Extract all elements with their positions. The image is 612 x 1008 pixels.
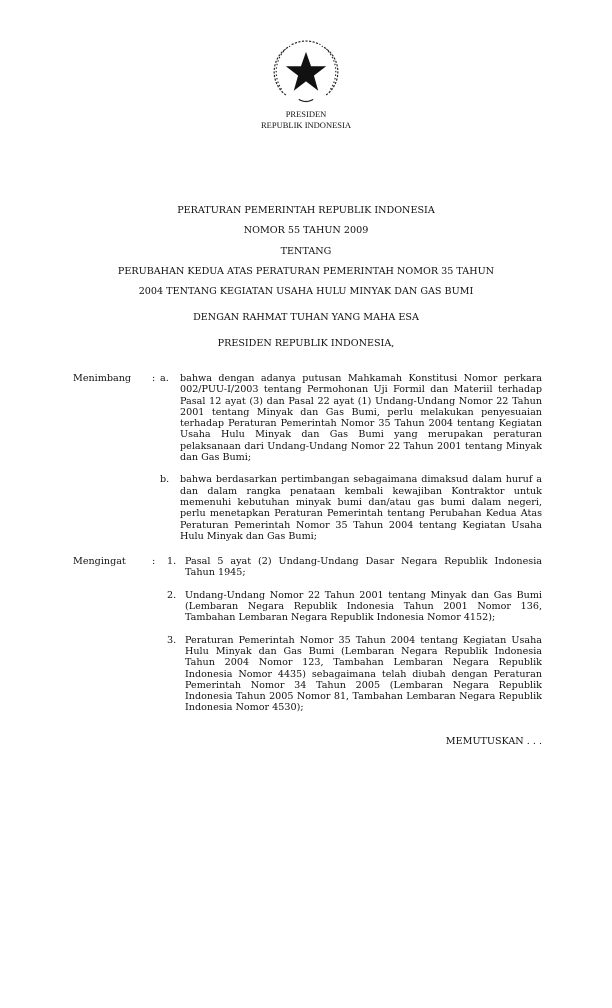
regulation-subject-1: PERUBAHAN KEDUA ATAS PERATURAN PEMERINTAH NOMOR 35 TAHUN — [117, 266, 495, 277]
item-text: Peraturan Pemerintah Nomor 35 Tahun 2004 tentang Kegiatan Usaha Hulu Minyak dan Gas Bumi (Lembaran Negara Republik Indonesia Tahun 2004 Nomor 123, Tambahan Lembaran Negara Republik Indonesia Nomor 4435) sebagaimana telah diubah dengan Peraturan Pemerintah Nomor 34 Tahun 2005 (Lembaran Negara Republik Indonesia Tahun 2005 Nomor 81, Tambahan Lembaran Negara Republik Indonesia Nomor 4530); — [185, 634, 542, 714]
invocation: DENGAN RAHMAT TUHAN YANG MAHA ESA — [193, 312, 419, 323]
item-text: Undang-Undang Nomor 22 Tahun 2001 tentang Minyak dan Gas Bumi (Lembaran Negara Republik Indonesia Tahun 2001 Nomor 136, Tambahan Lembaran Negara Republik Indonesia Nomor 4152); — [185, 589, 542, 624]
seal-subtitle: REPUBLIK INDONESIA — [261, 120, 351, 130]
regulation-title: PERATURAN PEMERINTAH REPUBLIK INDONESIA — [177, 205, 435, 216]
regulation-subject-2: 2004 TENTANG KEGIATAN USAHA HULU MINYAK DAN GAS BUMI — [138, 286, 474, 297]
section-label: Mengingat — [73, 556, 126, 568]
item-marker: 2. — [167, 589, 177, 601]
section-label: Menimbang — [73, 373, 132, 384]
item-marker: 1. — [167, 556, 177, 568]
list-item — [73, 373, 543, 463]
item-text: Pasal 5 ayat (2) Undang-Undang Dasar Negara Republik Indonesia Tahun 1945; — [185, 556, 542, 579]
regulation-number: NOMOR 55 TAHUN 2009 — [243, 225, 369, 236]
list-item — [73, 474, 543, 542]
regulation-about: TENTANG — [280, 246, 332, 257]
list-item — [73, 635, 543, 714]
section-colon: : — [152, 556, 156, 568]
section-colon: : — [152, 373, 156, 384]
presidential-emblem-icon — [270, 36, 342, 108]
seal-title: PRESIDEN — [285, 109, 327, 119]
document-body — [73, 373, 543, 747]
list-item — [73, 556, 543, 579]
item-text: bahwa berdasarkan pertimbangan sebagaimana dimaksud dalam huruf a dan dalam rangka penataan kembali kewajiban Kontraktor untuk memenuhi kebutuhan minyak bumi dan/atau gas bumi dalam negeri, perlu menetapkan Peraturan Pemerintah tentang Perubahan Kedua Atas Peraturan Pemerintah Nomor 35 Tahun 2004 tentang Kegiatan Usaha Hulu Minyak dan Gas Bumi; — [180, 474, 542, 542]
item-marker: a. — [160, 373, 169, 384]
continuation-text: MEMUTUSKAN . . . — [445, 735, 542, 747]
mengingat-section — [73, 556, 543, 714]
list-item — [73, 590, 543, 624]
item-marker: b. — [160, 474, 170, 486]
menimbang-section — [73, 373, 543, 542]
item-marker: 3. — [167, 634, 177, 646]
president-heading: PRESIDEN REPUBLIK INDONESIA, — [217, 338, 395, 349]
item-text: bahwa dengan adanya putusan Mahkamah Konstitusi Nomor perkara 002/PUU-I/2003 tentang Permohonan Uji Formil dan Materiil terhadap Pasal 12 ayat (3) dan Pasal 22 ayat (1) Undang-Undang Nomor 22 Tahun 2001 tentang Minyak dan Gas Bumi, perlu melakukan penyesuaian terhadap Peraturan Pemerintah Nomor 35 Tahun 2004 tentang Kegiatan Usaha Hulu Minyak dan Gas Bumi yang merupakan peraturan pelaksanaan dari Undang-Undang Nomor 22 Tahun 2001 tentang Minyak dan Gas Bumi; — [180, 373, 542, 464]
